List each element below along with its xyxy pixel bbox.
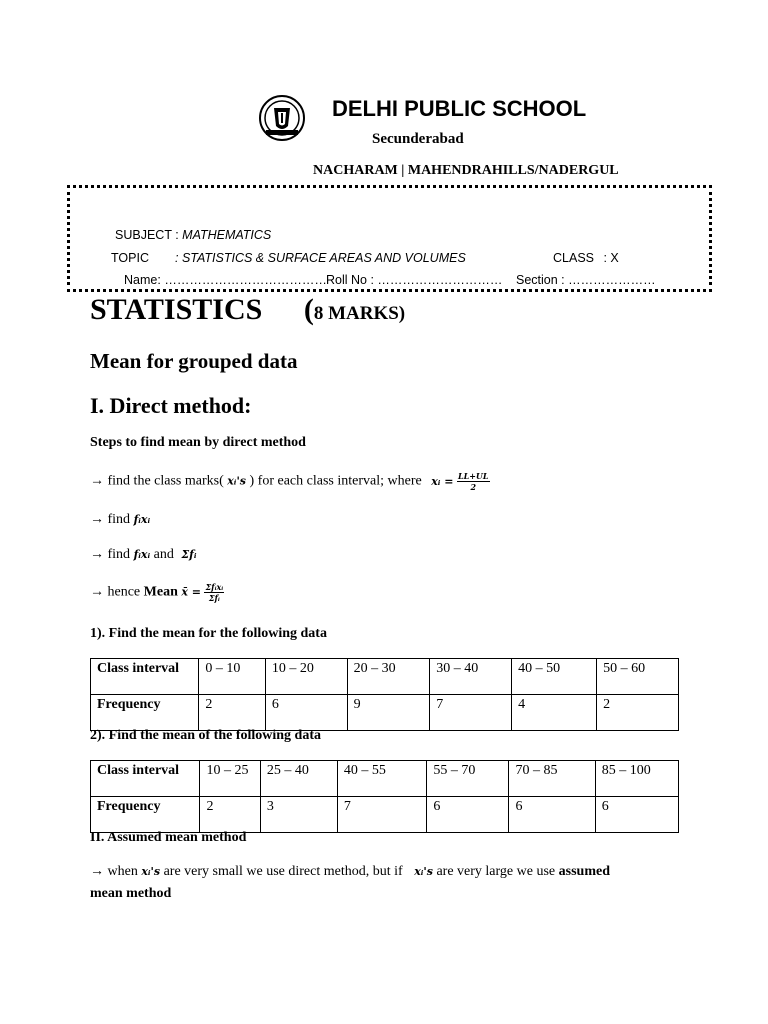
section-heading: Mean for grouped data	[90, 349, 298, 373]
subject-value: MATHEMATICS	[182, 228, 272, 242]
steps-heading: Steps to find mean by direct method	[90, 435, 306, 450]
table-cell: 30 – 40	[430, 659, 512, 695]
table-cell: 6	[265, 695, 347, 731]
table-cell: 4	[512, 695, 597, 731]
assumed-math-1: xᵢ's	[141, 865, 161, 878]
school-name: DELHI PUBLIC SCHOOL	[332, 96, 587, 121]
assumed-heading: II. Assumed mean method	[90, 830, 247, 845]
row-header-cell: Frequency	[91, 797, 200, 833]
step-1-text-2: ) for each class interval; where	[249, 473, 422, 489]
name-label: Name:	[124, 273, 161, 287]
table-cell: 6	[427, 797, 509, 833]
question-1: 1). Find the mean for the following data	[90, 626, 327, 641]
section-blank: …………………	[568, 273, 656, 287]
step-3	[90, 547, 197, 563]
step-4-fraction	[204, 582, 224, 603]
section-label: Section :	[516, 273, 565, 287]
subject-row	[115, 228, 271, 242]
question-2: 2). Find the mean of the following data	[90, 728, 321, 743]
assumed-text-2: are very small we use direct method, but if	[163, 864, 403, 879]
table-row	[91, 695, 679, 731]
table-cell: 40 – 55	[337, 761, 427, 797]
step-3-math-1: fᵢxᵢ	[133, 548, 151, 561]
table-cell: 70 – 85	[509, 761, 595, 797]
row-header-cell: Class interval	[91, 761, 200, 797]
school-branches: NACHARAM | MAHENDRAHILLS/NADERGUL	[313, 163, 619, 178]
table-cell: 3	[260, 797, 337, 833]
section-field	[516, 273, 656, 287]
assumed-text-3: are very large we use	[436, 864, 556, 879]
roll-blank: …………………………	[377, 273, 503, 287]
table-cell: 7	[430, 695, 512, 731]
table-cell: 25 – 40	[260, 761, 337, 797]
table-cell: 10 – 25	[200, 761, 260, 797]
school-city: Secunderabad	[372, 131, 464, 147]
table-row	[91, 761, 679, 797]
row-header-cell: Frequency	[91, 695, 199, 731]
table-cell: 7	[337, 797, 427, 833]
table-cell: 85 – 100	[595, 761, 678, 797]
step-1-xi: xᵢ =	[431, 474, 454, 488]
step-1-math: xᵢ's	[227, 474, 247, 488]
step-3-text: → find	[90, 547, 131, 562]
step-3-and: and	[153, 547, 174, 562]
class-row	[553, 251, 619, 265]
name-field	[124, 273, 327, 287]
name-blank: …………………………………	[164, 273, 327, 287]
topic-value: : STATISTICS & SURFACE AREAS AND VOLUMES	[175, 251, 466, 265]
step-2-text: → find	[90, 512, 131, 527]
step-4-math: x̄ =	[181, 585, 201, 599]
step-1-text: → find the class marks(	[90, 473, 224, 489]
table-cell: 2	[597, 695, 679, 731]
class-value: : X	[603, 251, 619, 265]
method-heading: I. Direct method:	[90, 393, 252, 418]
table-cell: 10 – 20	[265, 659, 347, 695]
step-2	[90, 512, 150, 528]
step-4-text: → hence	[90, 584, 141, 600]
table-cell: 50 – 60	[597, 659, 679, 695]
step-1-fraction	[457, 471, 490, 492]
assumed-math-2: xᵢ's	[414, 865, 433, 878]
fraction-numerator: LL+UL	[457, 471, 489, 481]
step-4	[90, 582, 224, 603]
table-cell: 6	[595, 797, 678, 833]
table-cell: 0 – 10	[199, 659, 266, 695]
class-label: CLASS	[553, 251, 594, 265]
table-cell: 2	[200, 797, 260, 833]
table-cell: 6	[509, 797, 595, 833]
table-cell: 40 – 50	[512, 659, 597, 695]
table-cell: 55 – 70	[427, 761, 509, 797]
table-cell: 2	[199, 695, 266, 731]
fraction-numerator: Σfᵢxᵢ	[205, 582, 224, 592]
title-open: (	[303, 293, 314, 326]
table-cell: 20 – 30	[347, 659, 430, 695]
assumed-line	[90, 864, 610, 880]
step-1	[90, 471, 490, 492]
step-4-mean: Mean	[143, 584, 178, 600]
data-table-2	[90, 760, 679, 833]
subject-label: SUBJECT :	[115, 228, 179, 242]
data-table-1	[90, 658, 679, 731]
page-title	[90, 293, 405, 327]
roll-field	[326, 273, 502, 287]
title-marks: 8 MARKS	[313, 303, 399, 324]
table-cell: 9	[347, 695, 430, 731]
title-close: )	[398, 303, 406, 324]
assumed-line-2: mean method	[90, 886, 172, 901]
roll-label: Roll No :	[326, 273, 374, 287]
table-row	[91, 797, 679, 833]
step-3-math-2: Σfᵢ	[181, 548, 197, 561]
assumed-text-1: → when	[90, 864, 138, 879]
row-header-cell: Class interval	[91, 659, 199, 695]
topic-label: TOPIC	[111, 251, 149, 265]
table-row	[91, 659, 679, 695]
fraction-denominator: Σfᵢ	[208, 593, 220, 603]
fraction-denominator: 2	[470, 482, 477, 492]
step-2-math: fᵢxᵢ	[133, 513, 151, 526]
school-logo	[258, 94, 306, 142]
assumed-bold: assumed	[558, 864, 610, 879]
title-main: STATISTICS	[90, 293, 263, 326]
